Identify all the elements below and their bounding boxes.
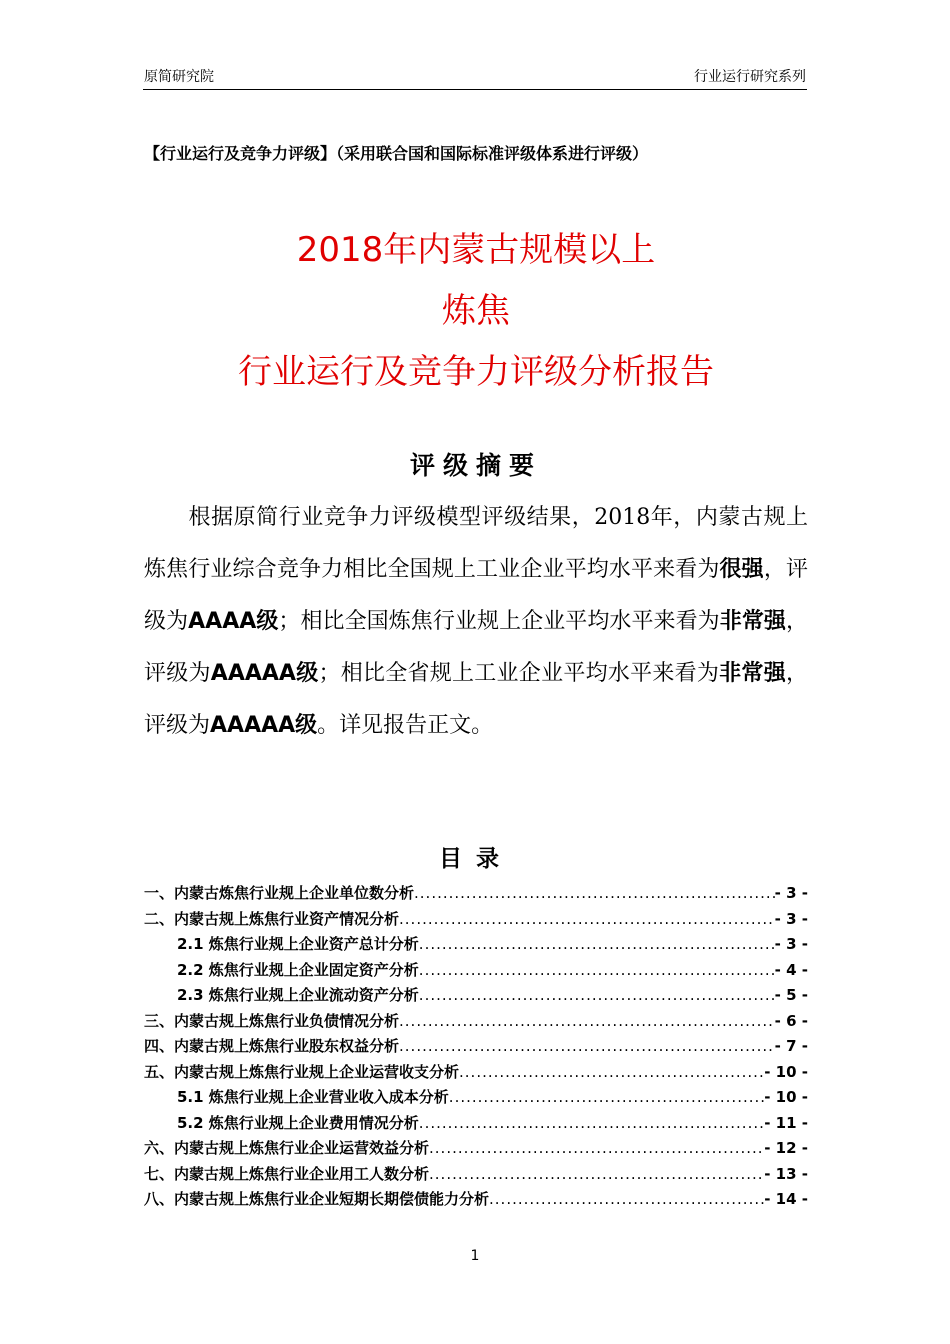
toc-entry-text: 2.2 炼焦行业规上企业固定资产分析 bbox=[177, 960, 419, 979]
toc-entry-page: - 5 - bbox=[774, 986, 808, 1004]
toc-entry-text: 八、内蒙古规上炼焦行业企业短期长期偿债能力分析 bbox=[144, 1190, 490, 1208]
toc-entry-page: - 3 - bbox=[774, 909, 808, 928]
summary-text-6: ，评级为 bbox=[144, 661, 808, 738]
summary-text-1: 根据原简行业竞争力评级模型评级结果，2018年，内蒙古规上炼焦行业综合竞争力相比全国规上工业企业平均水平来看为 bbox=[144, 505, 808, 582]
toc-entry-page: - 14 - bbox=[764, 1190, 808, 1208]
toc-entry[interactable] bbox=[144, 983, 808, 1009]
toc-leader-dots bbox=[449, 1085, 764, 1111]
toc-entry-text: 5.2 炼焦行业规上企业费用情况分析 bbox=[177, 1113, 419, 1132]
toc-entry-text: 5.1 炼焦行业规上企业营业收入成本分析 bbox=[177, 1088, 449, 1106]
toc-leader-dots bbox=[459, 1060, 764, 1086]
toc-entry-text: 四、内蒙古规上炼焦行业股东权益分析 bbox=[144, 1037, 400, 1055]
summary-grade-3: AAAAA级 bbox=[210, 713, 318, 738]
toc-leader-dots bbox=[419, 1111, 764, 1137]
toc-entry[interactable] bbox=[144, 1187, 808, 1213]
toc-entry-page: - 4 - bbox=[774, 960, 808, 979]
title-line-2: 炼焦 bbox=[442, 291, 510, 331]
toc-entry-text: 五、内蒙古规上炼焦行业规上企业运营收支分析 bbox=[144, 1062, 460, 1081]
page-number: 1 bbox=[470, 1248, 480, 1264]
summary-text-4: ，评级为 bbox=[144, 609, 808, 686]
table-of-contents bbox=[144, 881, 808, 1213]
toc-leader-dots bbox=[399, 907, 775, 933]
summary-grade-2: AAAAA级 bbox=[210, 661, 319, 686]
summary-text-5: ；相比全省规上工业企业平均水平来看为 bbox=[318, 661, 720, 686]
toc-leader-dots bbox=[419, 932, 775, 958]
summary-paragraph bbox=[144, 492, 808, 752]
toc-entry[interactable] bbox=[144, 1034, 808, 1060]
toc-entry[interactable] bbox=[144, 881, 808, 907]
toc-entry-page: - 6 - bbox=[774, 1011, 808, 1030]
report-tagline: 【行业运行及竞争力评级】（采用联合国和国际标准评级体系进行评级） bbox=[144, 144, 649, 163]
summary-grade-strength-3: 非常强 bbox=[719, 661, 786, 686]
toc-entry[interactable] bbox=[144, 1162, 808, 1188]
toc-entry[interactable] bbox=[144, 932, 808, 958]
toc-entry-text: 七、内蒙古规上炼焦行业企业用工人数分析 bbox=[144, 1164, 430, 1183]
toc-entry-page: - 10 - bbox=[764, 1062, 808, 1081]
toc-leader-dots bbox=[399, 1034, 775, 1060]
toc-entry[interactable] bbox=[144, 1009, 808, 1035]
toc-entry-page: - 10 - bbox=[764, 1088, 808, 1106]
toc-leader-dots bbox=[399, 1009, 775, 1035]
toc-entry-page: - 3 - bbox=[774, 935, 808, 953]
header-left-text: 原简研究院 bbox=[144, 69, 214, 85]
title-line-1: 2018年内蒙古规模以上 bbox=[296, 230, 656, 270]
toc-entry[interactable] bbox=[144, 907, 808, 933]
summary-text-7: 。详见报告正文。 bbox=[317, 713, 494, 738]
toc-entry[interactable] bbox=[144, 1136, 808, 1162]
toc-leader-dots bbox=[419, 983, 775, 1009]
toc-leader-dots bbox=[429, 1162, 764, 1188]
summary-text-3: ；相比全国炼焦行业规上企业平均水平来看为 bbox=[278, 609, 720, 634]
toc-entry[interactable] bbox=[144, 1111, 808, 1137]
toc-entry-text: 六、内蒙古规上炼焦行业企业运营效益分析 bbox=[144, 1139, 430, 1157]
summary-heading: 评级摘要 bbox=[409, 451, 542, 480]
toc-leader-dots bbox=[429, 1136, 764, 1162]
title-line-3: 行业运行及竞争力评级分析报告 bbox=[238, 352, 714, 392]
toc-entry[interactable] bbox=[144, 958, 808, 984]
toc-entry-page: - 3 - bbox=[774, 884, 808, 902]
toc-entry-page: - 13 - bbox=[764, 1164, 808, 1183]
toc-entry-page: - 7 - bbox=[774, 1037, 808, 1055]
summary-text-2: ，评级为 bbox=[144, 557, 808, 634]
header-rule bbox=[143, 89, 807, 90]
summary-grade-strength-2: 非常强 bbox=[719, 609, 786, 634]
summary-grade-strength-1: 很强 bbox=[719, 557, 764, 582]
toc-entry-page: - 12 - bbox=[764, 1139, 808, 1157]
toc-entry[interactable] bbox=[144, 1085, 808, 1111]
toc-entry-text: 2.3 炼焦行业规上企业流动资产分析 bbox=[177, 986, 419, 1004]
toc-leader-dots bbox=[419, 958, 775, 984]
toc-leader-dots bbox=[489, 1187, 764, 1213]
header-right-text: 行业运行研究系列 bbox=[694, 69, 806, 85]
toc-entry[interactable] bbox=[144, 1060, 808, 1086]
toc-entry-text: 三、内蒙古规上炼焦行业负债情况分析 bbox=[144, 1011, 400, 1030]
toc-entry-text: 二、内蒙古规上炼焦行业资产情况分析 bbox=[144, 909, 400, 928]
summary-grade-1: AAAA级 bbox=[188, 609, 279, 634]
toc-entry-text: 2.1 炼焦行业规上企业资产总计分析 bbox=[177, 935, 419, 953]
toc-heading: 目录 bbox=[439, 846, 513, 872]
toc-leader-dots bbox=[414, 881, 775, 907]
toc-entry-page: - 11 - bbox=[764, 1113, 808, 1132]
toc-entry-text: 一、内蒙古炼焦行业规上企业单位数分析 bbox=[144, 884, 415, 902]
